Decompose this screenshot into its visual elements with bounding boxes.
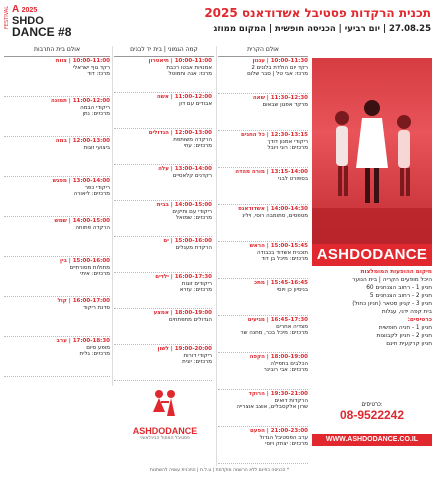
session-name: הרקדה פתוחה [75, 224, 110, 231]
ticket-phone-label: כרטיסים: [361, 402, 383, 408]
session-host: מרכזים: גלית [79, 351, 110, 358]
schedule-entry [218, 428, 308, 464]
session-time: 15:00-16:00 | ים [163, 238, 212, 244]
schedule-entry [114, 310, 212, 345]
session-host: שרון אלקסבלים, אוצב אוצרייה [236, 404, 308, 411]
schedule-entry [218, 58, 308, 94]
session-name: הרקדות דואים [274, 397, 308, 404]
sponsor-logo [120, 388, 210, 460]
column-header-heichal: אולם בית התרבות [4, 46, 110, 57]
session-name: רקדנים קלאסיים [172, 172, 212, 179]
session-name: בניסיון כן ויוסי [276, 286, 308, 293]
session-host: מרכזים: שמואל [175, 215, 212, 222]
schedule-entry [218, 169, 308, 205]
schedule-entry [114, 238, 212, 273]
venue-info [312, 268, 432, 348]
schedule-entry [4, 338, 110, 377]
session-name: ריקודי הבמה [80, 104, 110, 111]
festival-logo [4, 4, 74, 40]
parking-line: חניון קרקעית חינם [386, 341, 432, 347]
schedule-entry [4, 178, 110, 217]
session-name: מחולות מסורתיים [69, 264, 110, 271]
session-time: 13:00-14:00 | מפגש [52, 178, 110, 184]
session-time: 12:30-13:15 | כל החגים [241, 132, 308, 138]
session-time: 14:00-15:00 | בבית [156, 202, 212, 208]
session-time: 11:00-12:00 | אשה [156, 94, 212, 100]
session-time: 15:45-16:45 | מתכ [254, 280, 308, 286]
session-host: מרכזים: יונית [182, 359, 212, 366]
schedule-entry [218, 391, 308, 427]
venue-line: חניון 3 - קניון סטאר (חניון כחול) [352, 301, 432, 307]
session-name: אבודים עם דון [179, 100, 212, 107]
column-divider [112, 46, 113, 386]
session-name: ריקודים זוגות [181, 280, 212, 287]
session-host: מרכזים: יצחק ויוסי [265, 441, 308, 448]
session-name: הרקדת מעגלים [175, 244, 212, 251]
column-header-kehilati: קמה הגמוני | בית יד לבנים [114, 46, 214, 57]
session-host: מרכזים: עזרא [179, 287, 212, 294]
venue-line: חניון 2 - רחוב הצנחנים 5 [369, 293, 432, 299]
session-host: מרכז: דוד [87, 71, 110, 78]
session-host: מרכזים: איתי [80, 271, 110, 278]
venue-line: חניון 1 - רחוב הצנחנים 60 [366, 285, 432, 291]
venue-info-heading: מיקום ההופעות המומלצות [360, 269, 432, 275]
session-time: 17:00-18:30 | ערב [56, 338, 110, 344]
session-time: 15:00-16:00 | בין [60, 258, 110, 264]
dancers-illustration [312, 58, 432, 244]
column-divider [216, 46, 217, 466]
parking-line: חניון 2 - חניון לקבוצות [376, 333, 432, 339]
schedule-entry [218, 95, 308, 131]
venue-line: בית קפה ידני, עגלות [381, 309, 432, 315]
logo-festival-label: FESTIVAL [4, 6, 10, 30]
logo-shdo: SHDO [12, 15, 44, 27]
session-name: מופע סיום [86, 344, 110, 351]
session-name: תוכנית אשדוד בכבודה [256, 249, 308, 256]
session-time: 10:00-11:00 | צוות [55, 58, 110, 64]
session-name: בספורט לבני [278, 175, 308, 182]
session-name: הרקדה משותפת [173, 136, 212, 143]
session-time: 16:00-17:30 | ילדים [155, 274, 212, 280]
session-name: אמנויות אבטו רכבת [166, 64, 212, 71]
schedule-entry [114, 346, 212, 381]
logo-dance: DANCE [12, 25, 55, 39]
schedule-entry [114, 94, 212, 129]
schedule-entry [4, 58, 110, 97]
session-host: מרכז: אבי טל | סבר שלום [247, 71, 308, 78]
session-time: 12:00-13:00 | במה [55, 138, 110, 144]
schedule-entry [114, 130, 212, 165]
session-name: ביצועי זוגות [83, 144, 110, 151]
footnote: * הכניסה בחינם ללא הרשמה מוקדמת | ט.ל.ח | התכנית עשויה להשתנות [149, 468, 290, 473]
session-time: 10:00-11:00 | תיאטרון [148, 58, 212, 64]
session-time: 11:00-12:00 | תמונה [50, 98, 110, 104]
session-name: ריקודי עם ותיקים [172, 208, 212, 215]
session-host: מרכז: אנה וחמוטל [168, 71, 212, 78]
schedule-entry [218, 132, 308, 168]
schedule-entry [114, 58, 212, 93]
session-time: 13:15-14:00 | מורה מהדה [235, 169, 308, 175]
session-name: הגדולים מתפתחים [169, 316, 212, 323]
session-host: מרכזים: נתן [82, 111, 110, 118]
schedule-entry [4, 298, 110, 337]
schedule-entry [4, 138, 110, 177]
session-time: 18:00-19:00 | הקפה [249, 354, 308, 360]
session-host: מרכזים: אבי רובינר [263, 367, 308, 374]
session-host: מרכזים: מיכל בן דוד [261, 256, 308, 263]
schedule-entry [114, 166, 212, 201]
page-subtitle: 27.08.25 | יום רביעי | הכניסה חופשית | המקום ממוזג [213, 24, 431, 34]
session-time: 16:00-17:00 | קול [57, 298, 110, 304]
session-time: 15:00-15:45 | הראש [249, 243, 308, 249]
sponsor-tagline: פסטיבל המחול הבינלאומי [140, 436, 190, 441]
session-name: ריקודי דורות [183, 352, 212, 359]
schedule-entry [4, 98, 110, 137]
schedule-entry [218, 354, 308, 390]
dancer-couple-icon [145, 388, 185, 422]
session-time: 10:00-11:30 | עגנון [252, 58, 308, 64]
session-time: 18:00-19:00 | אמצע [153, 310, 212, 316]
schedule-entry [218, 243, 308, 279]
dancers-photo [312, 58, 432, 244]
session-time: 19:30-21:00 | הרוקד [248, 391, 308, 397]
session-time: 11:30-12:30 | שאה [252, 95, 308, 101]
session-name: רקד גוף ישראלי [72, 64, 110, 71]
session-host: מרכזים: ליאורה [73, 191, 110, 198]
session-time: 12:00-13:00 | הגדולים [148, 130, 212, 136]
venue-line: היכל מופעים הקריה | בית הנוער [352, 277, 432, 283]
session-name: רקד יום הולדת בלונים 2 [251, 64, 308, 71]
session-time: 13:00-14:00 | עלה [158, 166, 212, 172]
schedule-entry [218, 280, 308, 316]
session-name: מטפסים, סתומבה רוסי, וילינ [242, 212, 308, 219]
session-name: סדנת ריקוד [83, 304, 110, 311]
column-header-main: אולם הקרית [218, 46, 308, 57]
session-time: 19:00-20:00 | לשון [157, 346, 212, 352]
ticket-phone [312, 402, 432, 422]
schedule-entry [4, 218, 110, 257]
session-host: מרכזים: עוזי [183, 143, 212, 150]
session-time: 14:00-14:30 | אשדודאנס [238, 206, 308, 212]
schedule-entry [114, 274, 212, 309]
session-time: 14:00-15:00 | שמש [54, 218, 110, 224]
sponsor-name: ASHDODANCE [132, 426, 198, 436]
logo-a: A [12, 4, 19, 15]
festival-banner: ASHDODANCE [312, 244, 432, 266]
schedule-entry [114, 202, 212, 237]
logo-year: 2025 [21, 7, 38, 14]
page-title: תכנית הרקדות פסטיבל אשדודאנס 2025 [204, 6, 431, 20]
logo-edition: #8 [58, 25, 72, 39]
session-name: הכלבים בתפילה [270, 360, 308, 367]
parking-heading: כרטיסים: [407, 317, 432, 323]
session-name: ריקודי כפר [84, 184, 110, 191]
schedule-entry [218, 317, 308, 353]
session-name: מצדיה אחרים [276, 323, 308, 330]
session-name: ערב הפסטיבל הגדול [259, 434, 308, 441]
session-time: 21:00-23:00 | הפעם [249, 428, 308, 434]
session-host: מרכזים: מיכל בכר, מחנה שר [240, 330, 308, 337]
ticket-phone-number[interactable]: 08-9522242 [339, 408, 405, 422]
session-name: מרקד אפגון שבאום [262, 101, 308, 108]
parking-line: חניון 1 - חניה חופשית [378, 325, 432, 331]
page-header [0, 0, 439, 42]
schedule-entry [218, 206, 308, 242]
website-link[interactable]: WWW.ASHDODANCE.CO.IL [312, 434, 432, 446]
session-time: 16:45-17:30 | מגיעים [247, 317, 308, 323]
session-name: ריקודי אמנון דודך [267, 138, 308, 145]
schedule-entry [4, 258, 110, 297]
session-host: מרכזים: רוני ויובל [267, 145, 308, 152]
